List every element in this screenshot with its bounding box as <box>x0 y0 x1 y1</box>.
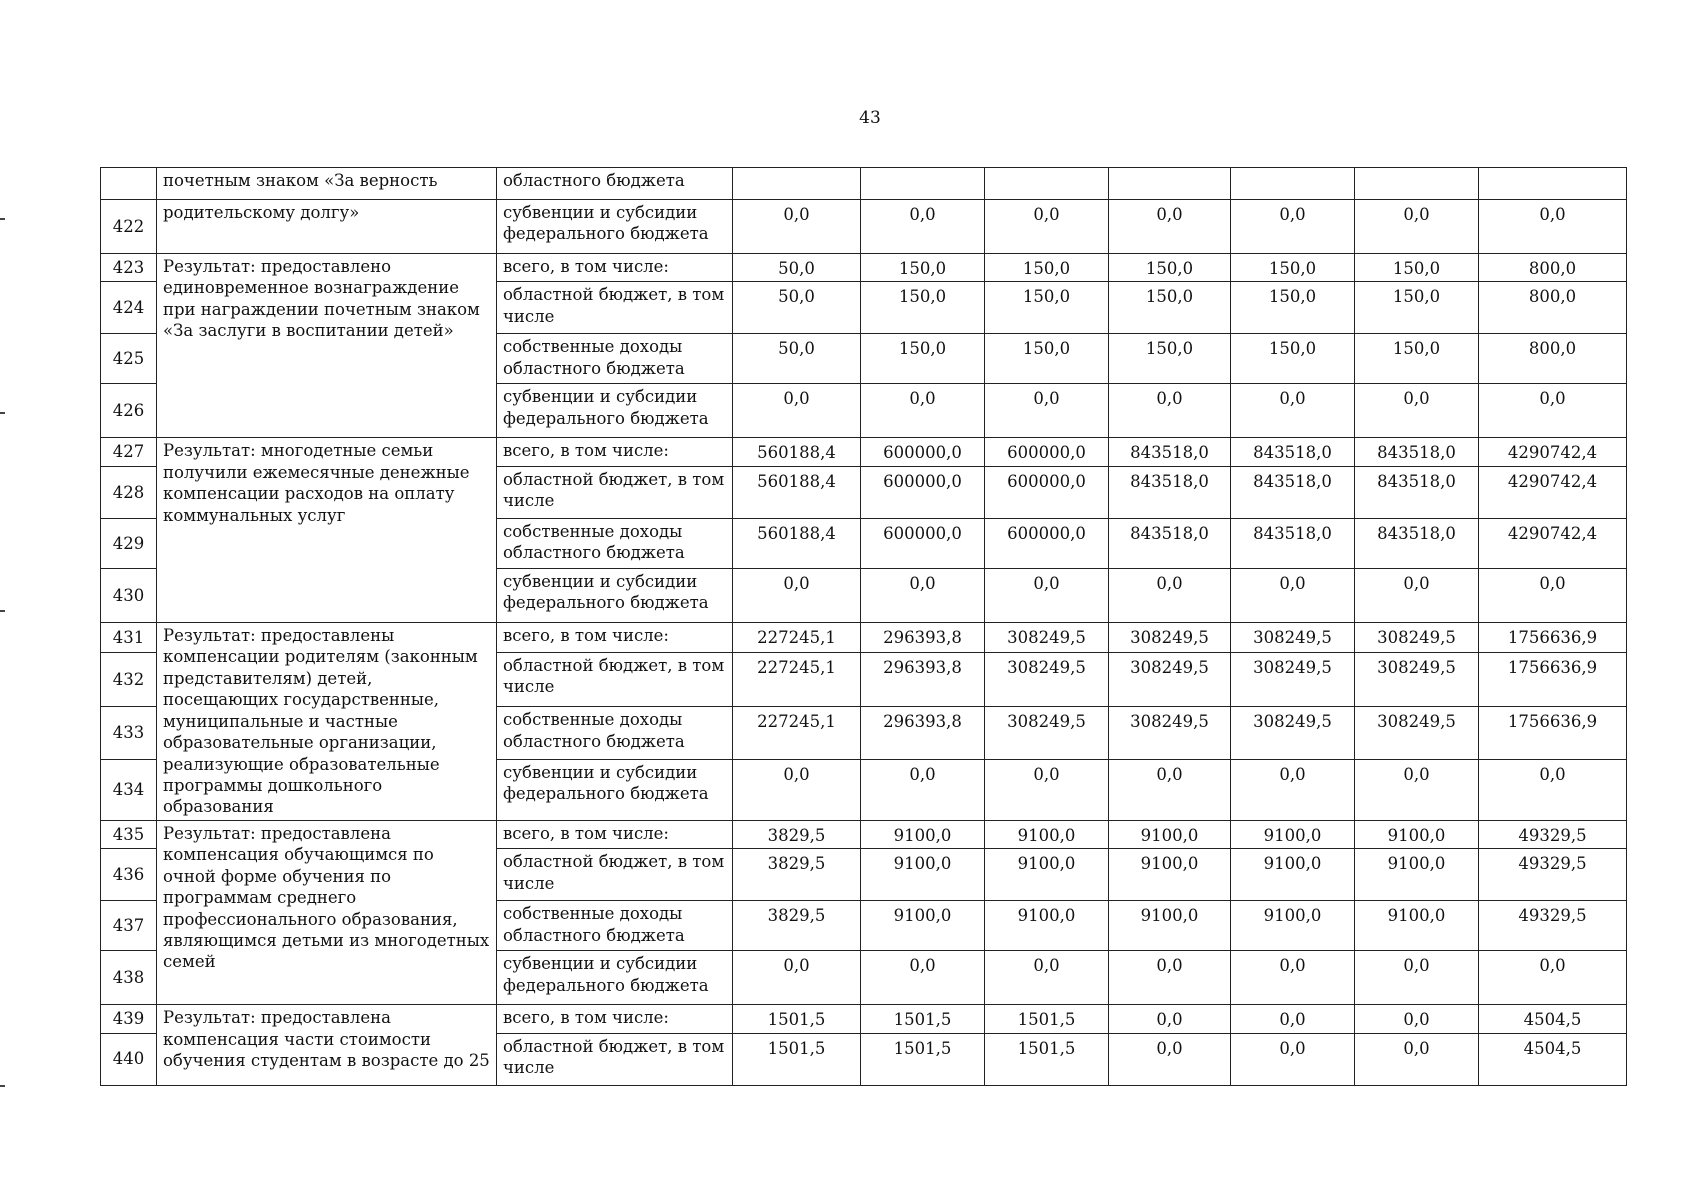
funding-source: субвенции и субсидии федерального бюджета <box>497 384 733 438</box>
row-number: 433 <box>101 707 157 760</box>
value-cell: 0,0 <box>861 951 985 1005</box>
value-cell: 600000,0 <box>861 518 985 568</box>
row-number: 440 <box>101 1033 157 1085</box>
value-cell: 308249,5 <box>985 622 1109 652</box>
value-cell: 0,0 <box>1231 759 1355 820</box>
funding-source: областной бюджет, в том числе <box>497 466 733 518</box>
row-number: 434 <box>101 759 157 820</box>
row-number: 430 <box>101 568 157 622</box>
funding-source: всего, в том числе: <box>497 438 733 466</box>
value-cell: 0,0 <box>861 759 985 820</box>
value-cell: 150,0 <box>985 334 1109 384</box>
value-cell: 1756636,9 <box>1479 707 1627 760</box>
value-cell: 9100,0 <box>1109 820 1231 848</box>
value-cell: 150,0 <box>1231 334 1355 384</box>
value-cell: 150,0 <box>1231 282 1355 334</box>
value-cell: 150,0 <box>1109 282 1231 334</box>
table-row <box>101 1005 1627 1033</box>
value-cell: 1501,5 <box>733 1005 861 1033</box>
row-number: 436 <box>101 849 157 901</box>
value-cell: 0,0 <box>1231 568 1355 622</box>
row-number <box>101 168 157 200</box>
table-row-header <box>101 168 1627 200</box>
value-cell: 296393,8 <box>861 707 985 760</box>
value-cell: 843518,0 <box>1355 438 1479 466</box>
value-cell: 4290742,4 <box>1479 466 1627 518</box>
value-cell: 4290742,4 <box>1479 438 1627 466</box>
value-cell: 0,0 <box>1355 759 1479 820</box>
value-cell: 0,0 <box>1109 568 1231 622</box>
row-number: 426 <box>101 384 157 438</box>
row-number: 424 <box>101 282 157 334</box>
funding-source: субвенции и субсидии федерального бюджета <box>497 951 733 1005</box>
value-cell: 0,0 <box>985 200 1109 254</box>
value-cell: 9100,0 <box>1231 901 1355 951</box>
row-number: 429 <box>101 518 157 568</box>
value-cell: 150,0 <box>1109 334 1231 384</box>
value-cell: 1501,5 <box>733 1033 861 1085</box>
value-cell: 50,0 <box>733 254 861 282</box>
value-cell: 0,0 <box>1109 759 1231 820</box>
value-cell: 150,0 <box>1355 334 1479 384</box>
value-cell: 150,0 <box>1355 282 1479 334</box>
table-row <box>101 200 1627 254</box>
value-cell: 843518,0 <box>1231 466 1355 518</box>
funding-source: областного бюджета <box>497 168 733 200</box>
value-cell: 0,0 <box>1355 951 1479 1005</box>
value-cell: 49329,5 <box>1479 849 1627 901</box>
value-cell <box>733 168 861 200</box>
value-cell: 9100,0 <box>1109 901 1231 951</box>
value-cell: 0,0 <box>733 759 861 820</box>
value-cell: 0,0 <box>861 568 985 622</box>
value-cell: 308249,5 <box>1355 652 1479 707</box>
value-cell: 0,0 <box>1355 384 1479 438</box>
table-row <box>101 820 1627 848</box>
value-cell: 0,0 <box>1355 1005 1479 1033</box>
funding-source: субвенции и субсидии федерального бюджета <box>497 568 733 622</box>
value-cell: 0,0 <box>1231 200 1355 254</box>
result-description: Результат: предоставлена компенсация обучающимся по очной форме обучения по программам среднего профессионального образования, являющимся детьми из многодетных семей <box>157 820 497 1004</box>
value-cell: 150,0 <box>1109 254 1231 282</box>
value-cell: 4504,5 <box>1479 1005 1627 1033</box>
funding-source: собственные доходы областного бюджета <box>497 518 733 568</box>
value-cell: 0,0 <box>1479 384 1627 438</box>
value-cell: 843518,0 <box>1231 438 1355 466</box>
value-cell: 0,0 <box>1479 951 1627 1005</box>
scan-edge-mark <box>0 412 5 414</box>
result-description: Результат: предоставлено единовременное вознаграждение при награждении почетным знаком «За заслуги в воспитании детей» <box>157 254 497 438</box>
row-number: 422 <box>101 200 157 254</box>
value-cell: 9100,0 <box>861 820 985 848</box>
value-cell: 150,0 <box>861 334 985 384</box>
value-cell: 1501,5 <box>985 1005 1109 1033</box>
value-cell: 9100,0 <box>985 820 1109 848</box>
value-cell <box>985 168 1109 200</box>
budget-table <box>100 167 1627 1086</box>
scan-edge-mark <box>0 610 5 612</box>
funding-source: всего, в том числе: <box>497 622 733 652</box>
value-cell: 843518,0 <box>1109 438 1231 466</box>
value-cell: 308249,5 <box>1109 622 1231 652</box>
funding-source: всего, в том числе: <box>497 820 733 848</box>
value-cell: 0,0 <box>1355 200 1479 254</box>
funding-source: субвенции и субсидии федерального бюджета <box>497 759 733 820</box>
funding-source: собственные доходы областного бюджета <box>497 901 733 951</box>
value-cell: 150,0 <box>985 282 1109 334</box>
table-row <box>101 438 1627 466</box>
value-cell: 9100,0 <box>1109 849 1231 901</box>
funding-source: собственные доходы областного бюджета <box>497 334 733 384</box>
value-cell: 50,0 <box>733 282 861 334</box>
value-cell: 600000,0 <box>861 438 985 466</box>
value-cell: 843518,0 <box>1355 518 1479 568</box>
value-cell: 560188,4 <box>733 518 861 568</box>
value-cell: 0,0 <box>1355 568 1479 622</box>
value-cell: 0,0 <box>985 384 1109 438</box>
value-cell: 0,0 <box>1109 1033 1231 1085</box>
scan-edge-mark <box>0 1085 5 1087</box>
value-cell: 0,0 <box>733 951 861 1005</box>
value-cell: 0,0 <box>733 384 861 438</box>
value-cell: 843518,0 <box>1109 466 1231 518</box>
value-cell <box>1231 168 1355 200</box>
value-cell: 9100,0 <box>861 849 985 901</box>
value-cell: 150,0 <box>861 254 985 282</box>
value-cell <box>1355 168 1479 200</box>
value-cell: 1501,5 <box>861 1005 985 1033</box>
value-cell: 150,0 <box>1231 254 1355 282</box>
value-cell: 9100,0 <box>1355 901 1479 951</box>
row-number: 425 <box>101 334 157 384</box>
value-cell: 296393,8 <box>861 622 985 652</box>
value-cell: 308249,5 <box>1231 622 1355 652</box>
value-cell: 9100,0 <box>1231 849 1355 901</box>
row-number: 432 <box>101 652 157 707</box>
result-description: Результат: многодетные семьи получили ежемесячные денежные компенсации расходов на оплату коммунальных услуг <box>157 438 497 622</box>
value-cell: 9100,0 <box>1355 849 1479 901</box>
value-cell: 600000,0 <box>985 518 1109 568</box>
value-cell: 0,0 <box>1109 1005 1231 1033</box>
result-description: родительскому долгу» <box>157 200 497 254</box>
row-number: 427 <box>101 438 157 466</box>
result-description: почетным знаком «За верность <box>157 168 497 200</box>
value-cell: 3829,5 <box>733 901 861 951</box>
value-cell: 0,0 <box>1109 384 1231 438</box>
row-number: 428 <box>101 466 157 518</box>
value-cell: 9100,0 <box>985 901 1109 951</box>
value-cell: 600000,0 <box>861 466 985 518</box>
value-cell: 843518,0 <box>1109 518 1231 568</box>
funding-source: всего, в том числе: <box>497 254 733 282</box>
value-cell: 308249,5 <box>1109 652 1231 707</box>
value-cell: 0,0 <box>1479 568 1627 622</box>
value-cell: 308249,5 <box>1355 622 1479 652</box>
result-description: Результат: предоставлены компенсации родителям (законным представителям) детей, посещающих государственные, муниципальные и частные образовательные организации, реализующие образовательные программы дошкольного образования <box>157 622 497 820</box>
value-cell: 0,0 <box>985 951 1109 1005</box>
value-cell: 843518,0 <box>1231 518 1355 568</box>
value-cell: 0,0 <box>1479 759 1627 820</box>
funding-source: областной бюджет, в том числе <box>497 282 733 334</box>
value-cell: 0,0 <box>733 200 861 254</box>
value-cell: 0,0 <box>1231 951 1355 1005</box>
value-cell: 0,0 <box>1355 1033 1479 1085</box>
value-cell: 0,0 <box>1231 384 1355 438</box>
value-cell: 800,0 <box>1479 282 1627 334</box>
value-cell: 0,0 <box>985 568 1109 622</box>
value-cell: 308249,5 <box>985 652 1109 707</box>
page-number: 43 <box>859 108 881 128</box>
scan-edge-mark <box>0 218 5 220</box>
value-cell: 227245,1 <box>733 707 861 760</box>
value-cell: 1501,5 <box>985 1033 1109 1085</box>
row-number: 439 <box>101 1005 157 1033</box>
value-cell: 600000,0 <box>985 466 1109 518</box>
value-cell: 9100,0 <box>861 901 985 951</box>
value-cell: 0,0 <box>1231 1033 1355 1085</box>
value-cell: 0,0 <box>1109 951 1231 1005</box>
value-cell: 308249,5 <box>985 707 1109 760</box>
funding-source: всего, в том числе: <box>497 1005 733 1033</box>
value-cell: 308249,5 <box>1231 707 1355 760</box>
row-number: 438 <box>101 951 157 1005</box>
value-cell: 800,0 <box>1479 334 1627 384</box>
value-cell <box>1109 168 1231 200</box>
value-cell: 1501,5 <box>861 1033 985 1085</box>
value-cell <box>861 168 985 200</box>
row-number: 431 <box>101 622 157 652</box>
value-cell: 150,0 <box>985 254 1109 282</box>
table-row <box>101 254 1627 282</box>
value-cell: 0,0 <box>985 759 1109 820</box>
value-cell: 560188,4 <box>733 438 861 466</box>
value-cell: 50,0 <box>733 334 861 384</box>
result-description: Результат: предоставлена компенсация части стоимости обучения студентам в возрасте до 25 <box>157 1005 497 1085</box>
value-cell: 600000,0 <box>985 438 1109 466</box>
value-cell: 49329,5 <box>1479 901 1627 951</box>
value-cell: 227245,1 <box>733 622 861 652</box>
value-cell: 4504,5 <box>1479 1033 1627 1085</box>
value-cell: 560188,4 <box>733 466 861 518</box>
funding-source: субвенции и субсидии федерального бюджета <box>497 200 733 254</box>
value-cell: 1756636,9 <box>1479 622 1627 652</box>
value-cell <box>1479 168 1627 200</box>
value-cell: 296393,8 <box>861 652 985 707</box>
value-cell: 0,0 <box>1479 200 1627 254</box>
value-cell: 308249,5 <box>1231 652 1355 707</box>
value-cell: 227245,1 <box>733 652 861 707</box>
value-cell: 9100,0 <box>1231 820 1355 848</box>
value-cell: 3829,5 <box>733 849 861 901</box>
value-cell: 0,0 <box>1231 1005 1355 1033</box>
funding-source: областной бюджет, в том числе <box>497 652 733 707</box>
value-cell: 9100,0 <box>985 849 1109 901</box>
funding-source: областной бюджет, в том числе <box>497 849 733 901</box>
value-cell: 308249,5 <box>1355 707 1479 760</box>
row-number: 435 <box>101 820 157 848</box>
value-cell: 0,0 <box>1109 200 1231 254</box>
value-cell: 3829,5 <box>733 820 861 848</box>
value-cell: 4290742,4 <box>1479 518 1627 568</box>
row-number: 437 <box>101 901 157 951</box>
funding-source: областной бюджет, в том числе <box>497 1033 733 1085</box>
value-cell: 0,0 <box>733 568 861 622</box>
funding-source: собственные доходы областного бюджета <box>497 707 733 760</box>
value-cell: 843518,0 <box>1355 466 1479 518</box>
value-cell: 308249,5 <box>1109 707 1231 760</box>
table-row <box>101 622 1627 652</box>
row-number: 423 <box>101 254 157 282</box>
value-cell: 800,0 <box>1479 254 1627 282</box>
value-cell: 1756636,9 <box>1479 652 1627 707</box>
value-cell: 150,0 <box>861 282 985 334</box>
value-cell: 0,0 <box>861 200 985 254</box>
value-cell: 0,0 <box>861 384 985 438</box>
value-cell: 9100,0 <box>1355 820 1479 848</box>
value-cell: 150,0 <box>1355 254 1479 282</box>
value-cell: 49329,5 <box>1479 820 1627 848</box>
